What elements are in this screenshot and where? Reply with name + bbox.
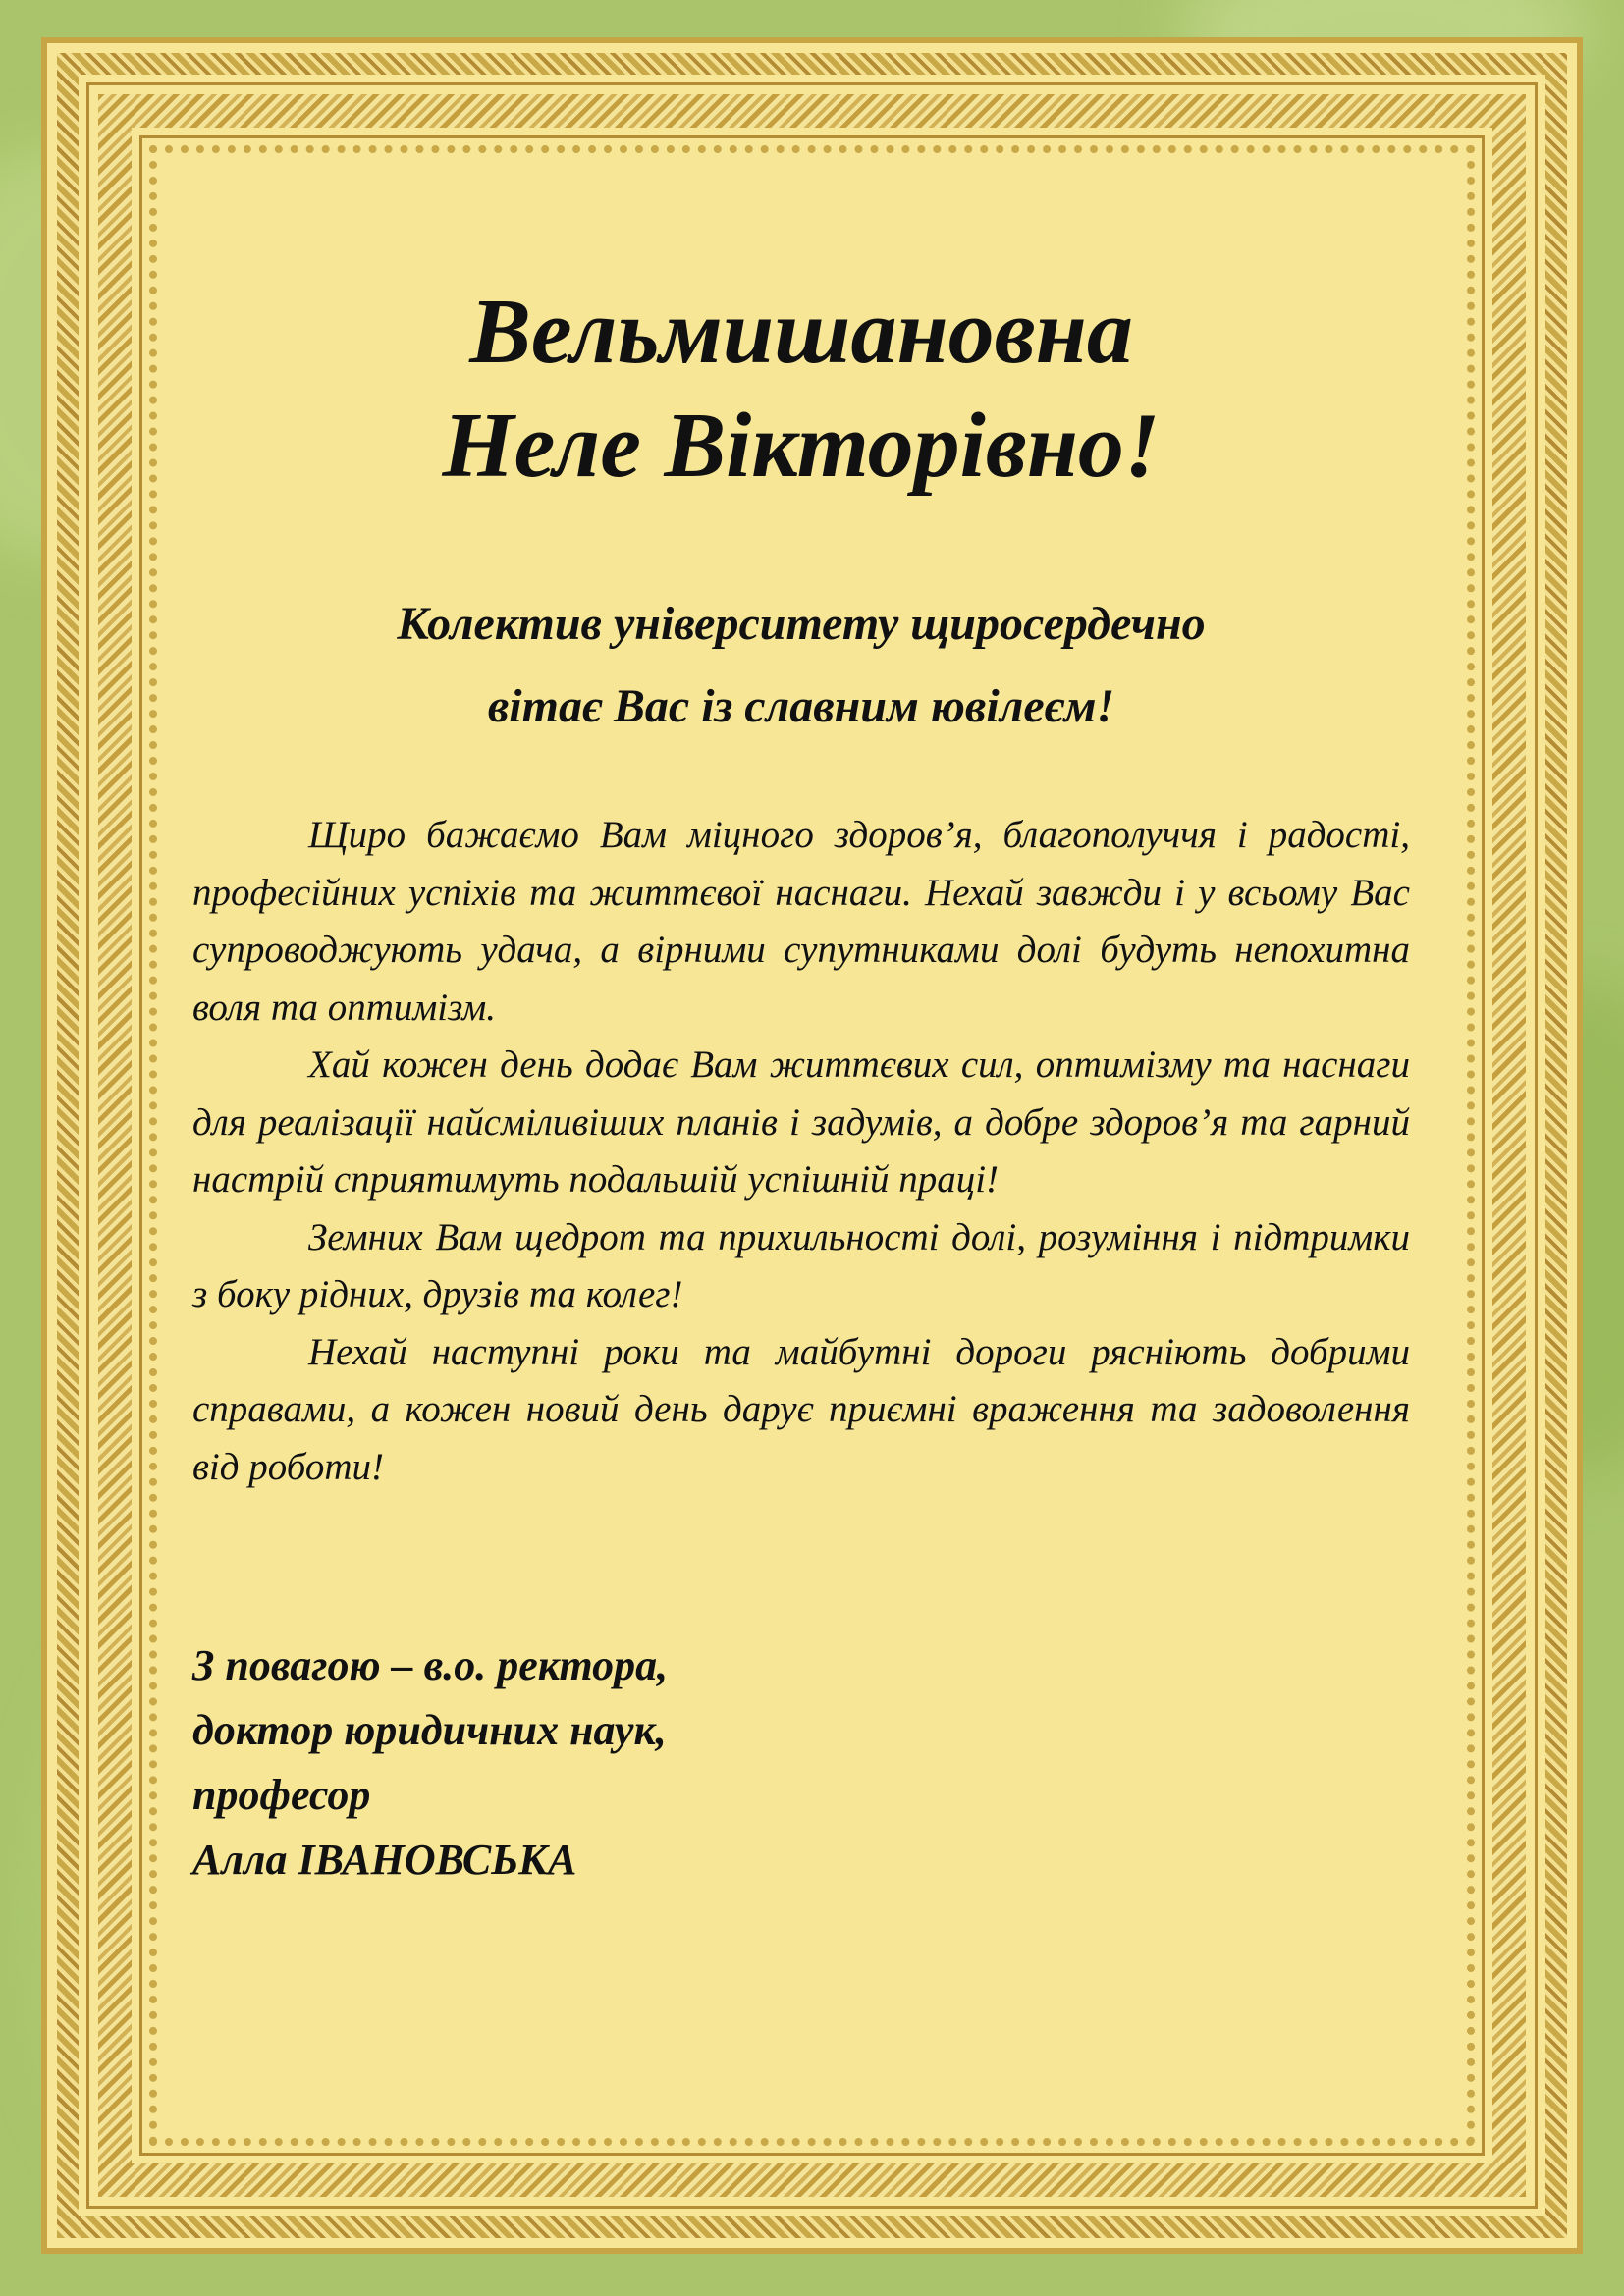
wish-paragraph: Земних Вам щедрот та прихильності долі, розуміння і підтримки з боку рідних, друзів та колег! bbox=[192, 1215, 1410, 1315]
greeting-line-2: Неле Вікторівно! bbox=[442, 395, 1161, 497]
subtitle-line-1: Колектив університету щиросердечно bbox=[397, 598, 1206, 650]
signature-title: професор bbox=[192, 1771, 371, 1819]
congratulation-subtitle bbox=[192, 583, 1410, 748]
card-content bbox=[192, 275, 1410, 1893]
subtitle-line-2: вітає Вас із славним ювілеєм! bbox=[487, 680, 1115, 732]
signature-block bbox=[192, 1633, 1410, 1893]
signature-regards: З повагою – в.о. ректора, bbox=[192, 1641, 669, 1689]
greeting-title bbox=[192, 275, 1410, 503]
signature-degree: доктор юридичних наук, bbox=[192, 1706, 667, 1754]
greeting-line-1: Вельмишановна bbox=[469, 281, 1133, 383]
wish-paragraph: Хай кожен день додає Вам життєвих сил, оптимізму та наснаги для реалізації найсміливіших планів і задумів, а добре здоров’я та гарний настрій сприятимуть подальшій успішній праці! bbox=[192, 1043, 1410, 1201]
wish-paragraph: Щиро бажаємо Вам міцного здоров’я, благополуччя і радості, професійних успіхів та життєвої наснаги. Нехай завжди і у всьому Вас супроводжують удача, а вірними супутниками долі будуть непохитна воля та оптимізм. bbox=[192, 814, 1410, 1029]
wishes-body bbox=[192, 807, 1410, 1496]
wish-paragraph: Нехай наступні роки та майбутні дороги рясніють добрими справами, а кожен новий день дарує приємні враження та задоволення від роботи! bbox=[192, 1330, 1410, 1488]
signature-name: Алла ІВАНОВСЬКА bbox=[192, 1836, 577, 1884]
